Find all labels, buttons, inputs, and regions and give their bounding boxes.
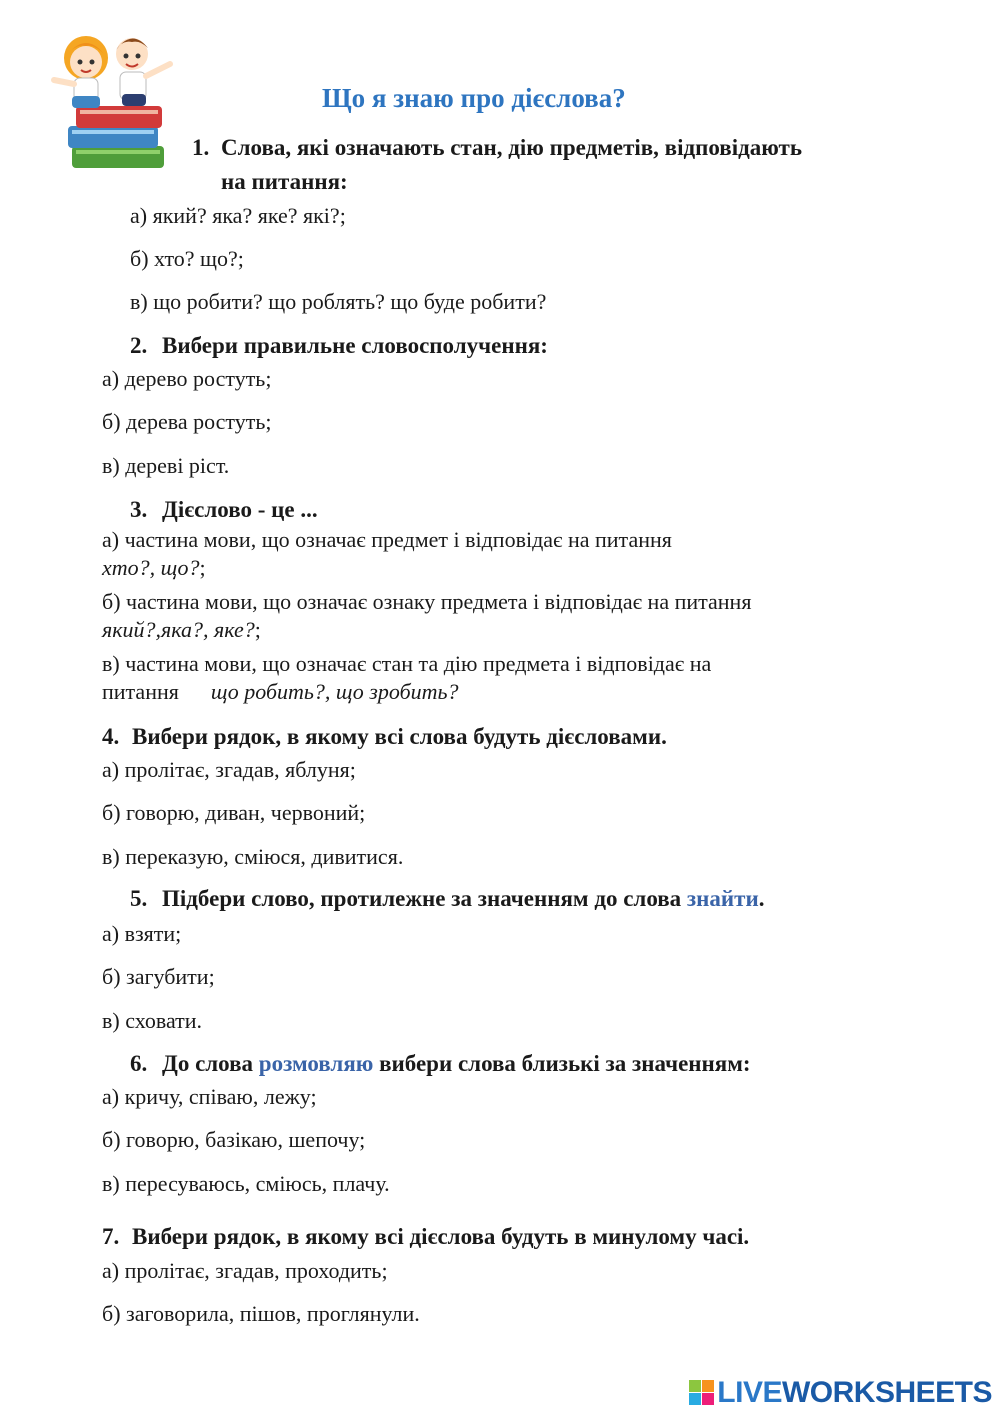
- liveworksheets-logo-icon: [689, 1380, 715, 1406]
- question-3-number: 3.: [130, 497, 148, 522]
- option-line: б) частина мови, що означає ознаку предмета і відповідає на питання: [102, 589, 752, 614]
- question-5-keyword: знайти: [686, 886, 759, 911]
- question-5-option-c[interactable]: в) сховати.: [102, 1008, 203, 1033]
- question-6-text-start: До слова: [162, 1051, 259, 1076]
- question-6-option-b[interactable]: б) говорю, базікаю, шепочу;: [102, 1127, 366, 1152]
- question-1-text-cont: на питання:: [221, 169, 348, 194]
- question-7-number: 7.: [102, 1224, 120, 1249]
- question-4-text: Вибери рядок, в якому всі слова будуть дієсловами.: [132, 724, 667, 749]
- question-6-option-c[interactable]: в) пересуваюсь, сміюсь, плачу.: [102, 1171, 390, 1196]
- question-2-number: 2.: [130, 333, 148, 358]
- question-5-punct: .: [758, 886, 765, 911]
- question-4-option-c[interactable]: в) переказую, сміюся, дивитися.: [102, 844, 404, 869]
- question-1-option-b[interactable]: б) хто? що?;: [130, 246, 244, 271]
- question-5-text: [162, 886, 764, 912]
- question-7-option-b[interactable]: б) заговорила, пішов, проглянули.: [102, 1301, 420, 1326]
- question-2-option-a[interactable]: а) дерево ростуть;: [102, 366, 272, 391]
- question-3-option-b[interactable]: [102, 589, 751, 643]
- question-7-text: Вибери рядок, в якому всі дієслова будуть в минулому часі.: [132, 1224, 750, 1249]
- question-4-option-b[interactable]: б) говорю, диван, червоний;: [102, 800, 366, 825]
- option-question-words: хто?, що?: [102, 555, 200, 580]
- kids-on-books-illustration: [42, 14, 192, 189]
- liveworksheets-logo: [689, 1376, 992, 1410]
- question-5-option-a[interactable]: а) взяти;: [102, 921, 182, 946]
- option-punct: ;: [199, 555, 206, 580]
- question-7-option-a[interactable]: а) пролітає, згадав, проходить;: [102, 1258, 388, 1283]
- question-4-number: 4.: [102, 724, 120, 749]
- question-5-option-b[interactable]: б) загубити;: [102, 964, 215, 989]
- question-2-option-b[interactable]: б) дерева ростуть;: [102, 409, 272, 434]
- question-6-text: [162, 1051, 751, 1077]
- option-line: в) частина мови, що означає стан та дію предмета і відповідає на: [102, 651, 712, 676]
- question-4-option-a[interactable]: а) пролітає, згадав, яблуня;: [102, 757, 356, 782]
- question-1-option-a[interactable]: а) який? яка? яке? які?;: [130, 203, 346, 228]
- question-2-option-c[interactable]: в) дереві ріст.: [102, 453, 230, 478]
- option-question-words: що робить?, що зробить?: [210, 679, 459, 704]
- question-6-keyword: розмовляю: [258, 1051, 374, 1076]
- question-6-number: 6.: [130, 1051, 148, 1076]
- option-punct: ;: [254, 617, 261, 642]
- option-word: питання: [102, 679, 179, 704]
- logo-text-live: LIVE: [717, 1376, 782, 1409]
- question-3-option-c[interactable]: [102, 651, 711, 705]
- question-1-text: Слова, які означають стан, дію предметів, відповідають: [221, 135, 802, 160]
- page-title: Що я знаю про дієслова?: [322, 83, 626, 113]
- question-3-option-a[interactable]: [102, 527, 672, 581]
- option-line: а) частина мови, що означає предмет і відповідає на питання: [102, 527, 672, 552]
- option-line-2: [102, 617, 751, 643]
- question-5-number: 5.: [130, 886, 148, 911]
- logo-text-worksheets: WORKSHEETS: [781, 1376, 992, 1409]
- question-6-text-end: вибери слова близькі за значенням:: [373, 1051, 751, 1076]
- option-line-2: [102, 555, 672, 581]
- option-question-words: який?,яка?, яке?: [102, 617, 255, 642]
- question-1-number: 1.: [192, 135, 210, 160]
- question-3-text: Дієслово - це ...: [162, 497, 318, 522]
- question-5-text-main: Підбери слово, протилежне за значенням до слова: [162, 886, 687, 911]
- question-2-text: Вибери правильне словосполучення:: [162, 333, 548, 358]
- question-1-option-c[interactable]: в) що робити? що роблять? що буде робити?: [130, 289, 547, 314]
- option-line-2: [102, 679, 711, 705]
- question-6-option-a[interactable]: а) кричу, співаю, лежу;: [102, 1084, 317, 1109]
